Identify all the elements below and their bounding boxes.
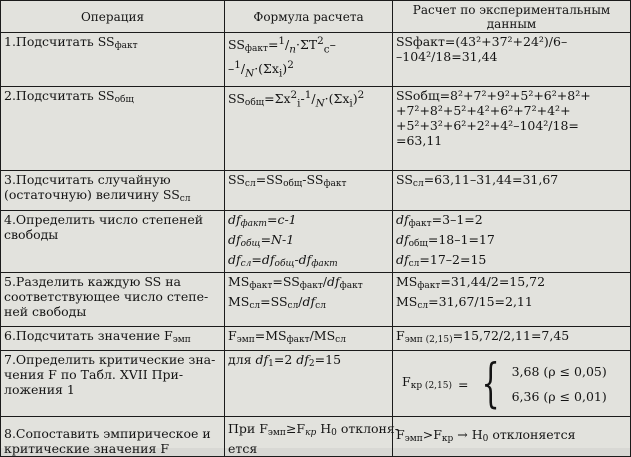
table-row [1,33,631,87]
table-row [1,273,631,327]
formula-text: $F_{эмп}=MS_{факт}/MS_{сл}$ [228,328,346,345]
formula-text: $SS_{сл}=SS_{общ}-SS_{факт}$ [228,172,347,189]
operation-text: (остаточную) величину $SS_{сл}$ [4,187,191,204]
operation-text: чения F по Табл. XVII При- [4,367,184,382]
table-row [1,87,631,171]
calculation-line: $MS_{факт}=31,44/2=15,72$ [396,274,546,291]
formula-text: $MS_{сл}=SS_{сл}/df_{сл}$ [228,294,326,311]
formula-text: для $df_1=2$ $df_2=15$ [228,352,342,369]
operation-text: 1.Подсчитать $SS_{факт}$ [4,34,138,51]
calculation-line: $F_{эмп (2,15)}=15,72/2,11=7,45$ [396,328,570,345]
calculation-line: SSфакт=(43²+37²+24²)/6– [396,34,568,49]
operation-text: свободы [4,227,59,242]
table-row [1,171,631,211]
operation-text: ней свободы [4,304,87,319]
operation-text: 7.Определить критические зна- [4,352,216,367]
calculation-line: =63,11 [396,133,443,148]
critical-value-05: 3,68 (ρ ≤ 0,05) [511,364,607,379]
formula-cell [225,327,393,351]
equals-sign: = [458,376,469,392]
formula-text: $df_{общ}=N-1$ [228,232,295,249]
calculation-line: $df_{сл}=17-2=15$ [396,252,487,269]
calculation-line: +7²+8²+5²+4²+6²+7²+4²+ [396,103,571,118]
formula-text: При $F_{эмп}\ge F_{кр}$ $H_0$ отклоня- [228,421,399,438]
calculation-cell [393,273,631,327]
operation-cell [1,211,225,273]
table-row [1,351,631,417]
table-row [1,211,631,273]
formula-text: $MS_{факт}=SS_{факт}/df_{факт}$ [228,274,363,291]
operation-cell [1,327,225,351]
calculation-cell [393,327,631,351]
operation-text: соответствующее число степе- [4,289,209,304]
table-row [1,327,631,351]
operation-cell [1,351,225,417]
calculation-cell [393,33,631,87]
left-brace-icon: { [481,354,501,414]
operation-text: 4.Определить число степеней [4,212,204,227]
header-operation: Операция [1,1,225,33]
operation-cell [1,273,225,327]
critical-values-block [396,352,627,416]
table-row [1,417,631,457]
operation-text: 8.Сопоставить эмпирическое и [4,426,211,441]
formula-text: $df_{факт}=c-1$ [228,212,297,229]
formula-text: $SS_{факт}=^1/_n\cdot\Sigma T^2_c-$ [228,35,336,56]
calculation-line: $SS_{сл}=63,11-31,44=31,67$ [396,172,559,189]
operation-cell [1,417,225,457]
calculation-line: $F_{эмп}>F_{кр} \to H_0$ отклоняется [396,427,576,444]
header-formula: Формула расчета [225,1,393,33]
calculation-line: +5²+3²+6²+2²+4²–104²/18= [396,118,579,133]
operation-cell [1,171,225,211]
calculation-line: $df_{факт}=3-1=2$ [396,212,483,229]
operation-text: ложения 1 [4,382,75,397]
calculation-cell [393,87,631,171]
formula-cell [225,33,393,87]
formula-cell [225,171,393,211]
critical-cases [512,364,607,404]
operation-cell [1,33,225,87]
formula-text: $-^1/_N\cdot(\Sigma x_i)^2$ [228,58,294,80]
operation-cell [1,87,225,171]
critical-value-01: 6,36 (ρ ≤ 0,01) [511,389,607,404]
operation-text: 5.Разделить каждую SS на [4,274,182,289]
calculation-cell [393,417,631,457]
calculation-line: SSобщ=8²+7²+9²+5²+6²+8²+ [396,88,591,103]
calculation-line: $df_{общ}=18-1=17$ [396,232,495,249]
calculation-line: –104²/18=31,44 [396,49,498,64]
header-row [1,1,631,33]
calculation-cell [393,171,631,211]
formula-cell [225,211,393,273]
formula-cell [225,351,393,417]
formula-text: ется [228,441,258,456]
formula-cell [225,417,399,457]
operation-text: критические значения F [4,441,170,456]
formula-text: $df_{сл}=df_{общ}-df_{факт}$ [228,252,338,269]
calculation-cell [393,211,631,273]
operation-text: 3.Подсчитать случайную [4,172,171,187]
calculation-cell [393,351,631,417]
formula-cell [225,273,393,327]
header-calculation: Расчет по экспериментальным данным [393,1,631,33]
f-critical-label: $F_{кр (2,15)}$ [402,374,452,391]
formula-cell [225,87,393,171]
operation-text: 2.Подсчитать $SS_{общ}$ [4,88,134,105]
formula-text: $SS_{общ}=\Sigma x^2_i-^1/_N\cdot(\Sigma x_i)^2$ [228,89,365,110]
calculation-line: $MS_{сл}=31,67/15=2,11$ [396,294,533,311]
operation-text: 6.Подсчитать значение $F_{эмп}$ [4,328,191,345]
